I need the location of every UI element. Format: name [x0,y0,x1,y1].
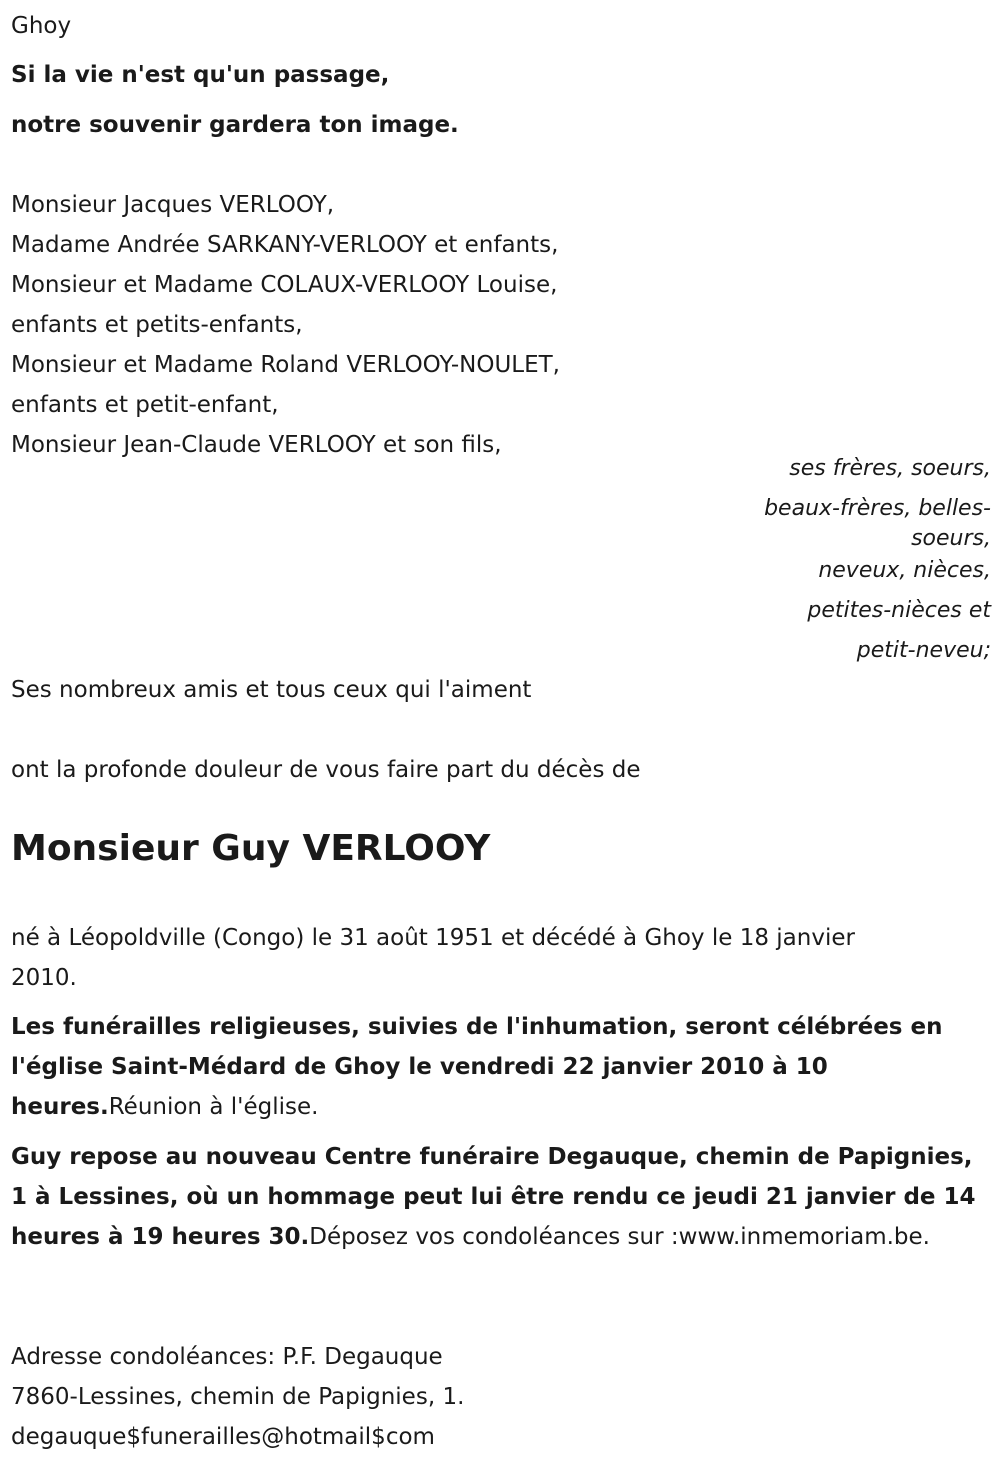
birth-death-info [11,918,855,998]
address-line: Adresse condoléances: P.F. Degauque [11,1344,443,1370]
family-line: Monsieur et Madame Roland VERLOOY-NOULET, [11,352,560,378]
repose-info [11,1137,986,1257]
relation-line: petit-neveu; [856,638,991,663]
relation-line: ses frères, soeurs, [789,456,991,481]
family-line: Monsieur Jacques VERLOOY, [11,192,335,218]
family-line: enfants et petit-enfant, [11,392,279,418]
relation-line: beaux-frères, belles- [764,496,991,521]
funeral-info [11,1007,986,1127]
repose-normal-text: Déposez vos condoléances sur :www.inmemoriam.be. [309,1224,930,1250]
birth-death-line: né à Léopoldville (Congo) le 31 août 1951 et décédé à Ghoy le 18 janvier [11,925,855,951]
announcement-line: ont la profonde douleur de vous faire part du décès de [11,757,641,783]
relation-line: soeurs, [911,526,991,551]
family-list [11,185,560,465]
relations-block-a [764,449,991,549]
family-line: Monsieur Jean-Claude VERLOOY et son fils, [11,432,502,458]
relations-block-b [807,551,991,671]
deceased-name: Monsieur Guy VERLOOY [11,828,491,869]
relation-line: neveux, nièces, [818,558,991,583]
condolence-address [11,1337,464,1457]
family-line: enfants et petits-enfants, [11,312,303,338]
address-line: 7860-Lessines, chemin de Papignies, 1. [11,1384,465,1410]
location: Ghoy [11,13,72,39]
funeral-normal-text: Réunion à l'église. [108,1094,319,1120]
relation-line: petites-nièces et [807,598,991,623]
repose-bold-text: Guy repose au nouveau Centre funéraire Degauque, chemin de Papignies, 1 à Lessines, où un hommage peut lui être rendu ce jeudi 21 janvier de 14 heures à 19 heures 30. [11,1144,976,1250]
birth-death-line: 2010. [11,965,77,991]
address-line: degauque$funerailles@hotmail$com [11,1424,435,1450]
family-line: Madame Andrée SARKANY-VERLOOY et enfants, [11,232,559,258]
friends-line: Ses nombreux amis et tous ceux qui l'aiment [11,677,532,703]
funeral-bold-text: Les funérailles religieuses, suivies de l'inhumation, seront célébrées en l'église Saint-Médard de Ghoy le vendredi 22 janvier 2010 à 10 heures. [11,1014,943,1120]
epitaph-line-2: notre souvenir gardera ton image. [11,112,459,138]
epitaph-line-1: Si la vie n'est qu'un passage, [11,62,390,88]
family-line: Monsieur et Madame COLAUX-VERLOOY Louise, [11,272,558,298]
